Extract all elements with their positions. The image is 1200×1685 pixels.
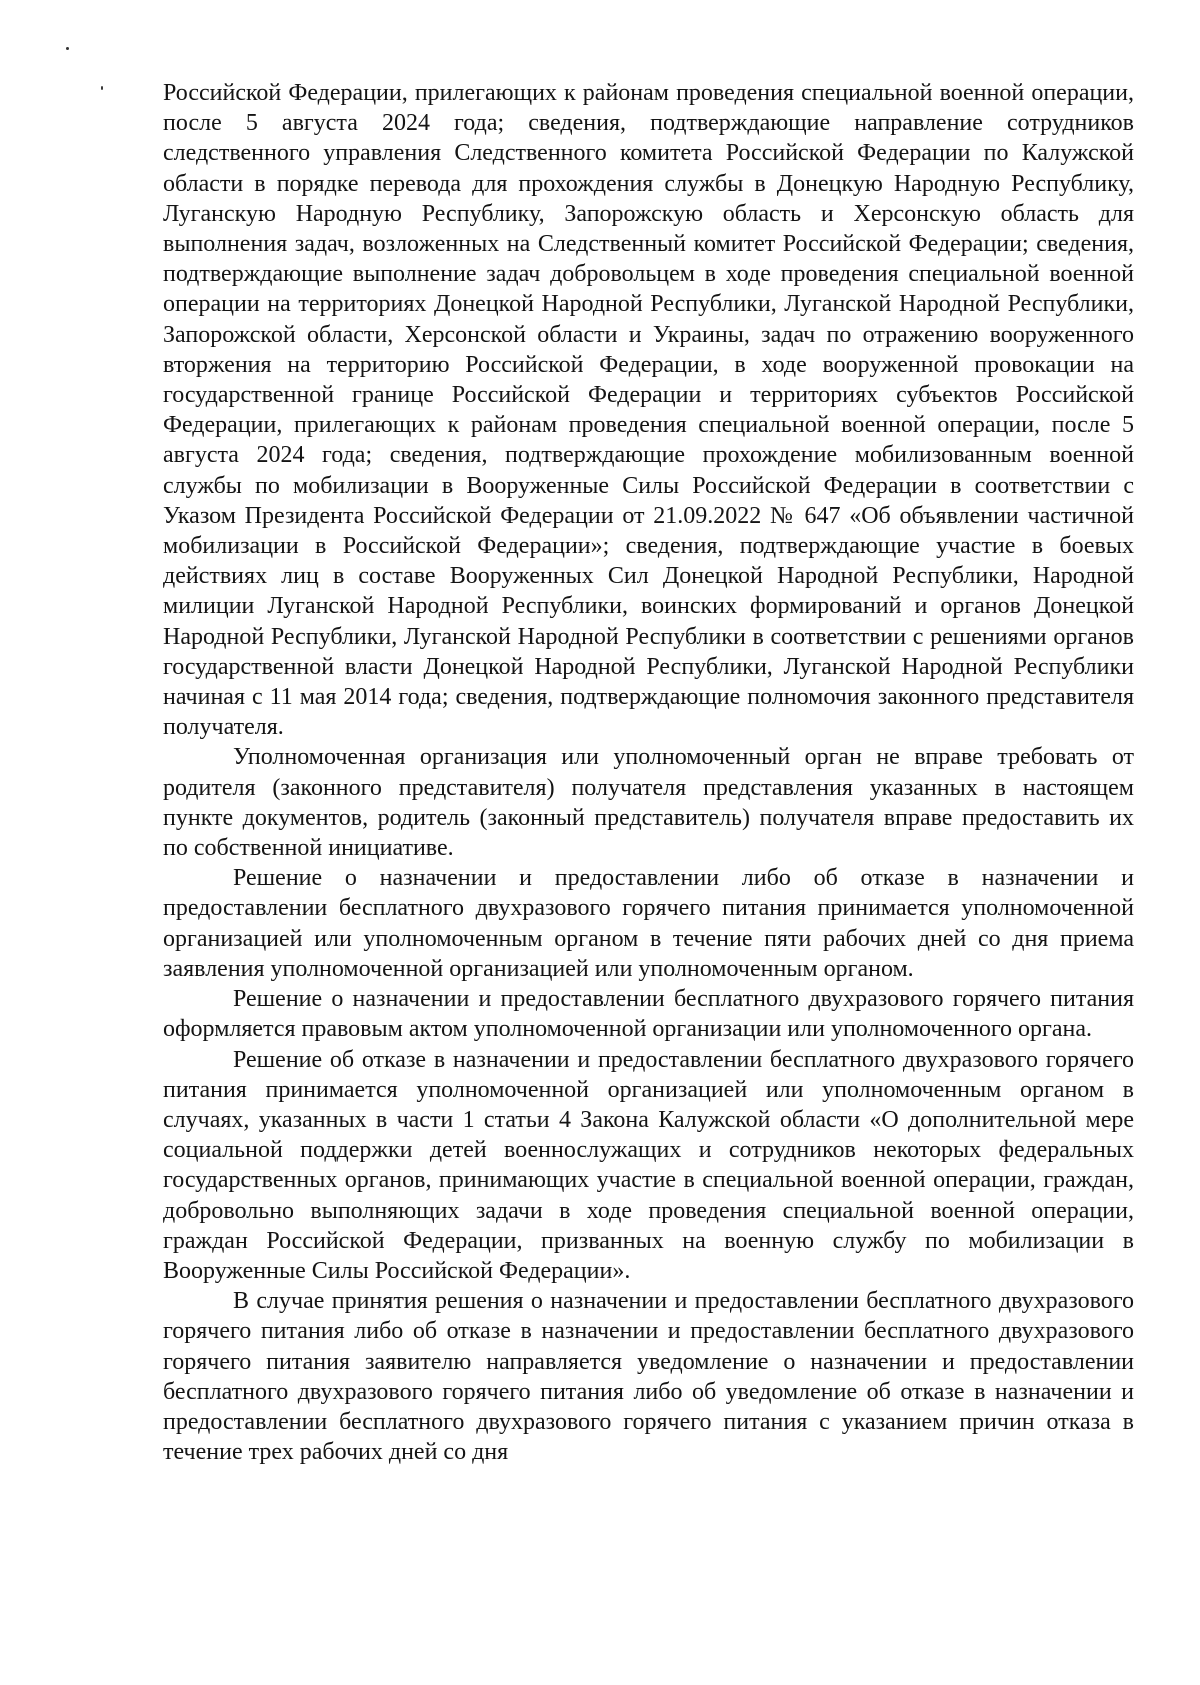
paragraph-decision-act: Решение о назначении и предоставлении бесплатного двухразового горячего питания оформляется правовым актом уполномоченной организации или уполномоченного органа. — [163, 986, 1134, 1043]
scan-speck-2 — [101, 86, 103, 90]
paragraph-notification: В случае принятия решения о назначении и предоставлении бесплатного двухразового горячего питания либо об отказе в назначении и предоставлении бесплатного двухразового горячего питания заявителю направляется уведомление о назначении и предоставлении бесплатного двухразового горячего питания либо об уведомление об отказе в назначении и предоставлении бесплатного двухразового горячего питания с указанием причин отказа в течение трех рабочих дней со дня — [163, 1288, 1134, 1466]
paragraph-continuation: Российской Федерации, прилегающих к районам проведения специальной военной операции, после 5 августа 2024 года; сведения, подтверждающие направление сотрудников следственного управления Следственного комитета Российской Федерации по Калужской области в порядке перевода для прохождения службы в Донецкую Народную Республику, Луганскую Народную Республику, Запорожскую область и Херсонскую область для выполнения задач, возложенных на Следственный комитет Российской Федерации; сведения, подтверждающие выполнение задач добровольцем в ходе проведения специальной военной операции на территориях Донецкой Народной Республики, Луганской Народной Республики, Запорожской области, Херсонской области и Украины, задач по отражению вооруженного вторжения на территорию Российской Федерации, в ходе вооруженной провокации на государственной границе Российской Федерации и территориях субъектов Российской Федерации, прилегающих к районам проведения специальной военной операции, после 5 августа 2024 года; сведения, подтверждающие прохождение мобилизованным военной службы по мобилизации в Вооруженные Силы Российской Федерации в соответствии с Указом Президента Российской Федерации от 21.09.2022 № 647 «Об объявлении частичной мобилизации в Российской Федерации»; сведения, подтверждающие участие в боевых действиях лиц в составе Вооруженных Сил Донецкой Народной Республики, Народной милиции Луганской Народной Республики, воинских формирований и органов Донецкой Народной Республики, Луганской Народной Республики в соответствии с решениями органов государственной власти Донецкой Народной Республики, Луганской Народной Республики начиная с 11 мая 2014 года; сведения, подтверждающие полномочия законного представителя получателя. — [163, 80, 1134, 741]
paragraph-decision-timing: Решение о назначении и предоставлении либо об отказе в назначении и предоставлении бесплатного двухразового горячего питания принимается уполномоченной организацией или уполномоченным органом в течение пяти рабочих дней со дня приема заявления уполномоченной организацией или уполномоченным органом. — [163, 865, 1134, 982]
document-page — [163, 78, 1134, 1467]
scan-speck-1 — [66, 47, 69, 50]
paragraph-documents-not-required: Уполномоченная организация или уполномоченный орган не вправе требовать от родителя (законного представителя) получателя представления указанных в настоящем пункте документов, родитель (законный представитель) получателя вправе предоставить их по собственной инициативе. — [163, 744, 1134, 862]
paragraph-refusal-cases: Решение об отказе в назначении и предоставлении бесплатного двухразового горячего питания принимается уполномоченной организацией или уполномоченным органом в случаях, указанных в части 1 статьи 4 Закона Калужской области «О дополнительной мере социальной поддержки детей военнослужащих и сотрудников некоторых федеральных государственных органов, принимающих участие в специальной военной операции, граждан, добровольно выполняющих задачи в ходе проведения специальной военной операции, граждан Российской Федерации, призванных на военную службу по мобилизации в Вооруженные Силы Российской Федерации». — [163, 1046, 1134, 1284]
